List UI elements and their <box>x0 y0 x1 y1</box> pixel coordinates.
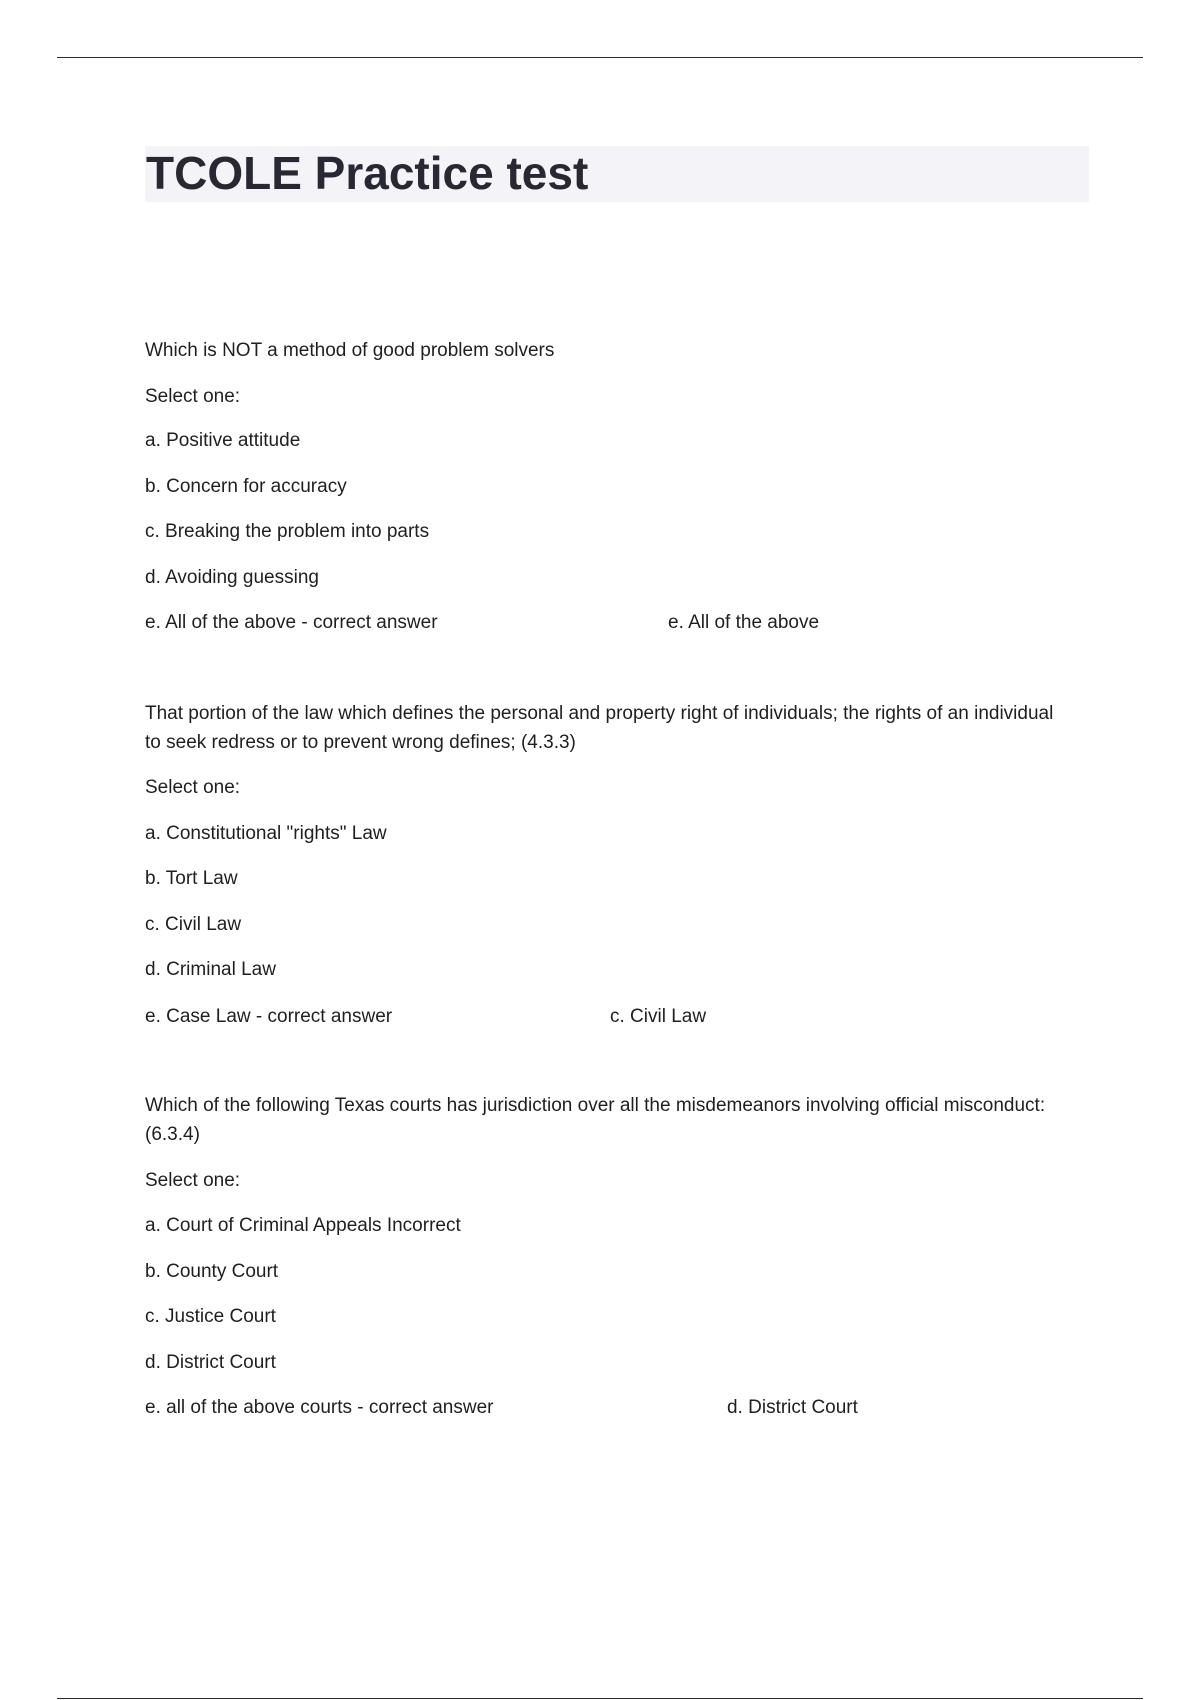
answer-1: e. All of the above <box>668 612 820 633</box>
question-text-1: Which is NOT a method of good problem solvers <box>145 340 555 361</box>
question-text-2: That portion of the law which defines the personal and property right of individuals; the rights of an individual to seek redress or to prevent wrong defines; (4.3.3) <box>145 703 1054 753</box>
option-b-3: b. County Court <box>145 1261 279 1282</box>
top-rule <box>57 57 1143 58</box>
option-c-3: c. Justice Court <box>145 1306 276 1327</box>
option-a-2: a. Constitutional "rights" Law <box>145 823 387 844</box>
option-e-3: e. all of the above courts - correct answer <box>145 1397 494 1418</box>
option-a-3: a. Court of Criminal Appeals Incorrect <box>145 1215 461 1236</box>
option-d-1: d. Avoiding guessing <box>145 567 319 588</box>
question-text-3: Which of the following Texas courts has jurisdiction over all the misdemeanors involving official misconduct: (6.3.4) <box>145 1095 1046 1145</box>
answer-3: d. District Court <box>727 1397 858 1418</box>
page-title: TCOLE Practice test <box>146 147 589 199</box>
bottom-rule <box>57 1698 1143 1699</box>
answer-2: c. Civil Law <box>610 1006 707 1027</box>
option-a-1: a. Positive attitude <box>145 430 301 451</box>
option-c-2: c. Civil Law <box>145 914 242 935</box>
select-prompt-1: Select one: <box>145 386 241 407</box>
option-b-1: b. Concern for accuracy <box>145 476 347 497</box>
option-b-2: b. Tort Law <box>145 868 238 889</box>
select-prompt-2: Select one: <box>145 777 241 798</box>
option-c-1: c. Breaking the problem into parts <box>145 521 430 542</box>
option-d-3: d. District Court <box>145 1352 276 1373</box>
select-prompt-3: Select one: <box>145 1170 241 1191</box>
option-e-2: e. Case Law - correct answer <box>145 1006 393 1027</box>
option-d-2: d. Criminal Law <box>145 959 276 980</box>
option-e-1: e. All of the above - correct answer <box>145 612 438 633</box>
